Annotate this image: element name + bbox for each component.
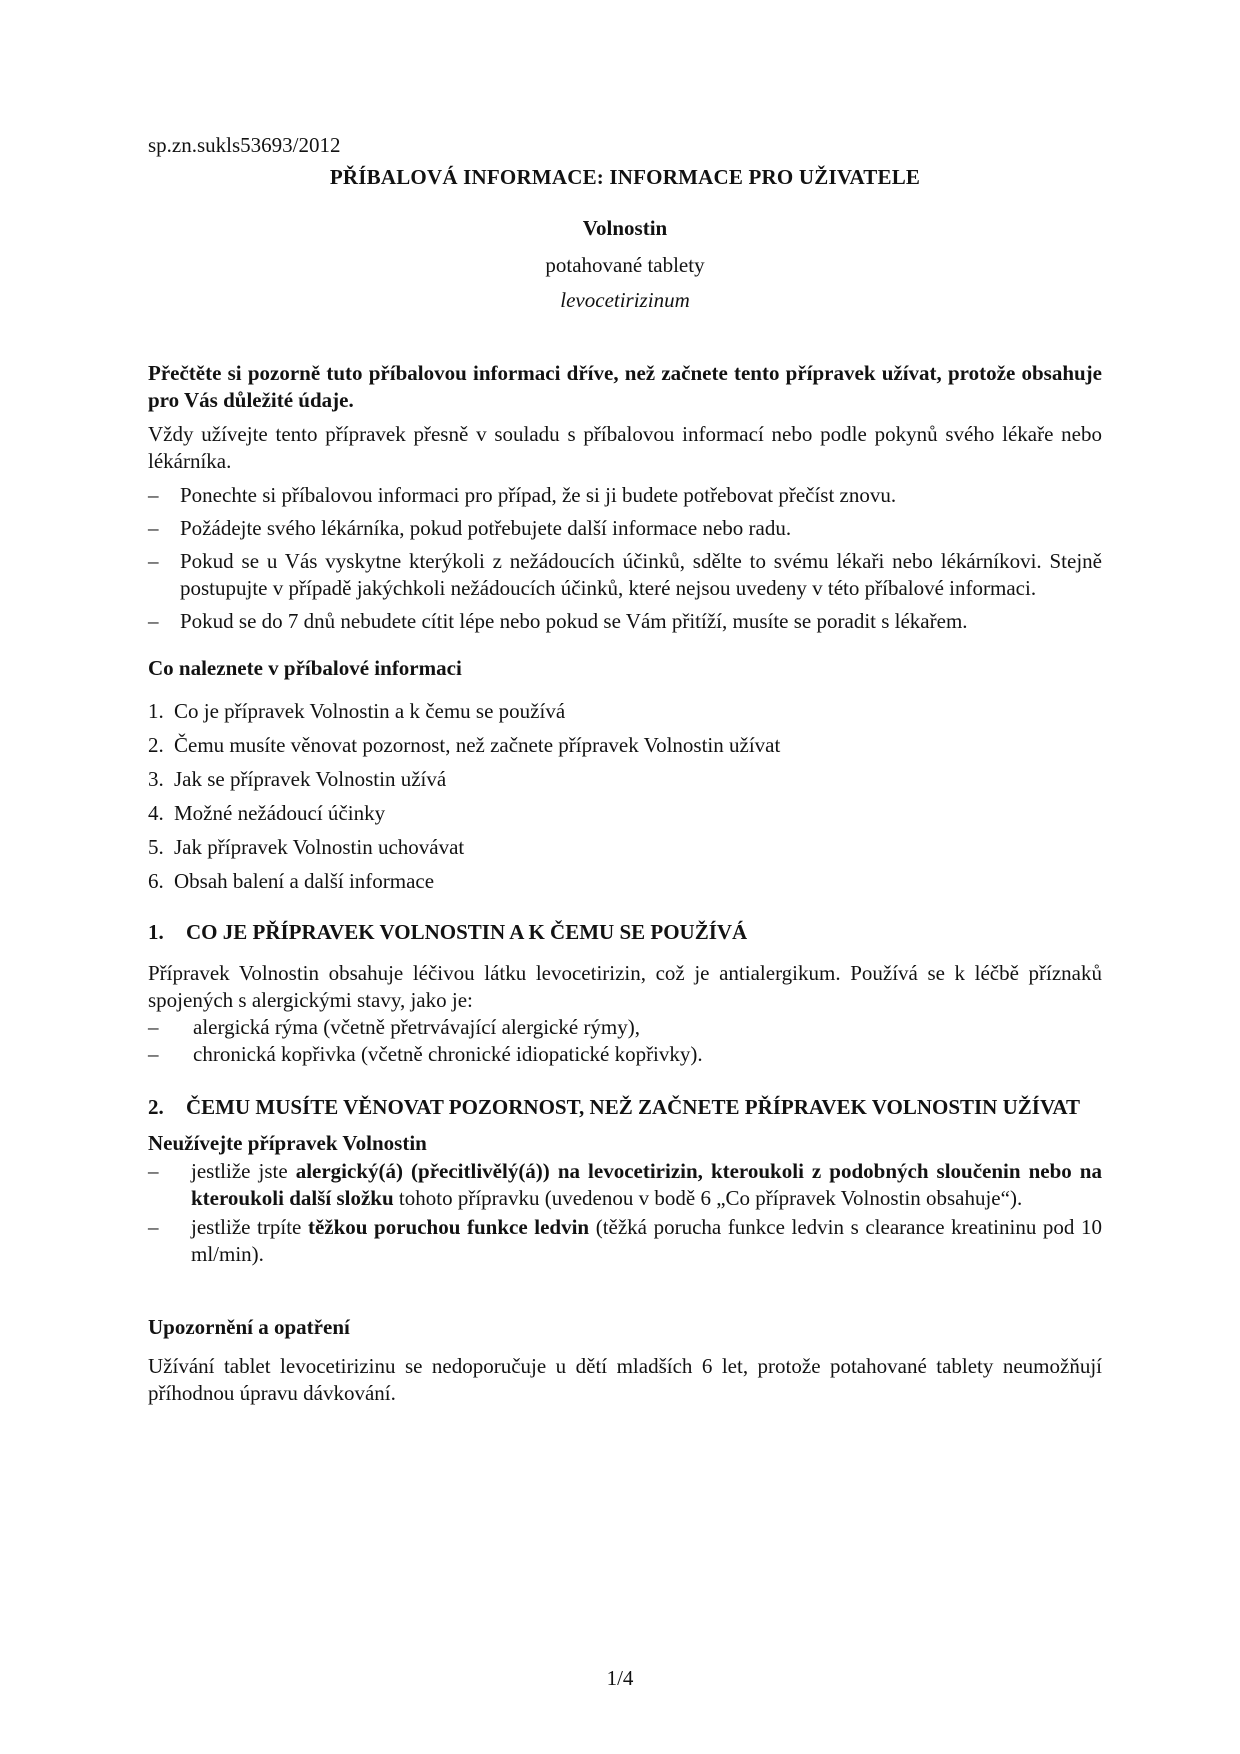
table-of-contents <box>148 698 1102 895</box>
list-item <box>148 548 1102 602</box>
text-run: jestliže jste <box>191 1159 296 1183</box>
toc-item <box>148 732 1102 759</box>
list-item-text: chronická kopřivka (včetně chronické idiopatické kopřivky). <box>193 1042 703 1066</box>
text-run: (těžká porucha funkce ledvin s clearance kreatininu pod 10 ml/min). <box>191 1215 1102 1266</box>
section-1-body: Přípravek Volnostin obsahuje léčivou látku levocetirizin, což je antialergikum. Používá se k léčbě příznaků spojených s alergickými stavy, jako je: <box>148 961 1102 1012</box>
toc-item-number: 4. <box>148 801 164 825</box>
toc-item-number: 2. <box>148 733 164 757</box>
section-heading-text: ČEMU MUSÍTE VĚNOVAT POZORNOST, NEŽ ZAČNETE PŘÍPRAVEK VOLNOSTIN UŽÍVAT <box>186 1095 1081 1119</box>
toc-item-number: 1. <box>148 699 164 723</box>
warnings-heading: Upozornění a opatření <box>148 1315 350 1339</box>
page-number: 1/4 <box>606 1666 634 1690</box>
toc-item-text: Jak přípravek Volnostin uchovávat <box>174 835 465 859</box>
toc-item-number: 3. <box>148 767 164 791</box>
list-item <box>148 1214 1102 1268</box>
list-item <box>148 608 1102 635</box>
pharmaceutical-form: potahované tablety <box>545 253 705 277</box>
product-name: Volnostin <box>582 216 668 240</box>
list-item <box>148 515 1102 542</box>
read-carefully-notice: Přečtěte si pozorně tuto příbalovou informaci dříve, než začnete tento přípravek užívat, protože obsahuje pro Vás důležité údaje. <box>148 361 1102 412</box>
toc-item-text: Čemu musíte věnovat pozornost, než začnete přípravek Volnostin užívat <box>174 733 781 757</box>
dash-marker: – <box>148 1042 159 1066</box>
active-substance: levocetirizinum <box>560 288 690 312</box>
dash-marker: – <box>148 609 159 633</box>
list-item <box>148 482 1102 509</box>
list-item-text: alergická rýma (včetně přetrvávající alergické rýmy), <box>193 1015 640 1039</box>
toc-heading: Co naleznete v příbalové informaci <box>148 656 462 680</box>
dash-marker: – <box>148 1159 159 1183</box>
section-1-heading <box>148 919 1102 946</box>
section-number: 2. <box>148 1095 164 1119</box>
toc-item-text: Obsah balení a další informace <box>174 869 435 893</box>
list-item-text: Pokud se do 7 dnů nebudete cítit lépe nebo pokud se Vám přitíží, musíte se poradit s lékařem. <box>180 609 968 633</box>
list-item-text: Požádejte svého lékárníka, pokud potřebujete další informace nebo radu. <box>180 516 792 540</box>
toc-item <box>148 766 1102 793</box>
section-number: 1. <box>148 920 164 944</box>
toc-item-text: Co je přípravek Volnostin a k čemu se používá <box>174 699 566 723</box>
list-item-text <box>191 1158 1102 1212</box>
do-not-use-bullet-list <box>148 1158 1102 1268</box>
toc-item-text: Jak se přípravek Volnostin užívá <box>174 767 447 791</box>
toc-item-text: Možné nežádoucí účinky <box>174 801 386 825</box>
section-1 <box>148 919 1102 1068</box>
text-run: tohoto přípravku (uvedenou v bodě 6 „Co přípravek Volnostin obsahuje“). <box>393 1186 1023 1210</box>
toc-item <box>148 834 1102 861</box>
intro-paragraph: Vždy užívejte tento přípravek přesně v souladu s příbalovou informací nebo podle pokynů svého lékaře nebo lékárníka. <box>148 422 1102 473</box>
list-item <box>148 1041 1102 1068</box>
toc-item-number: 6. <box>148 869 164 893</box>
list-item-text: Pokud se u Vás vyskytne kterýkoli z nežádoucích účinků, sdělte to svému lékaři nebo lékárníkovi. Stejně postupujte v případě jakýchkoli nežádoucích účinků, které nejsou uvedeny v této příbalové informaci. <box>180 549 1102 600</box>
do-not-use-heading: Neužívejte přípravek Volnostin <box>148 1131 427 1155</box>
section-2-heading <box>148 1094 1102 1121</box>
list-item <box>148 1014 1102 1041</box>
list-item-text <box>191 1214 1102 1268</box>
list-item-text: Ponechte si příbalovou informaci pro případ, že si ji budete potřebovat přečíst znovu. <box>180 483 897 507</box>
section-1-bullet-list <box>148 1014 1102 1068</box>
warnings-body: Užívání tablet levocetirizinu se nedoporučuje u dětí mladších 6 let, protože potahované tablety neumožňují příhodnou úpravu dávkování. <box>148 1354 1102 1405</box>
document-title: PŘÍBALOVÁ INFORMACE: INFORMACE PRO UŽIVATELE <box>329 165 921 189</box>
dash-marker: – <box>148 516 159 540</box>
section-2 <box>148 1094 1102 1407</box>
toc-item-number: 5. <box>148 835 164 859</box>
text-run-bold: alergický(á) (přecitlivělý(á)) na levocetirizin, kteroukoli z podobných sloučenin nebo na kteroukoli další složku <box>191 1159 1102 1210</box>
text-run-bold: těžkou poruchou funkce ledvin <box>307 1215 590 1239</box>
dash-marker: – <box>148 1215 159 1239</box>
toc-item <box>148 868 1102 895</box>
list-item <box>148 1158 1102 1212</box>
dash-marker: – <box>148 1015 159 1039</box>
dash-marker: – <box>148 549 159 573</box>
toc-item <box>148 698 1102 725</box>
intro-bullet-list <box>148 482 1102 635</box>
reference-number: sp.zn.sukls53693/2012 <box>148 133 341 157</box>
text-run: jestliže trpíte <box>191 1215 308 1239</box>
toc-item <box>148 800 1102 827</box>
section-heading-text: CO JE PŘÍPRAVEK VOLNOSTIN A K ČEMU SE POUŽÍVÁ <box>186 920 748 944</box>
dash-marker: – <box>148 483 159 507</box>
